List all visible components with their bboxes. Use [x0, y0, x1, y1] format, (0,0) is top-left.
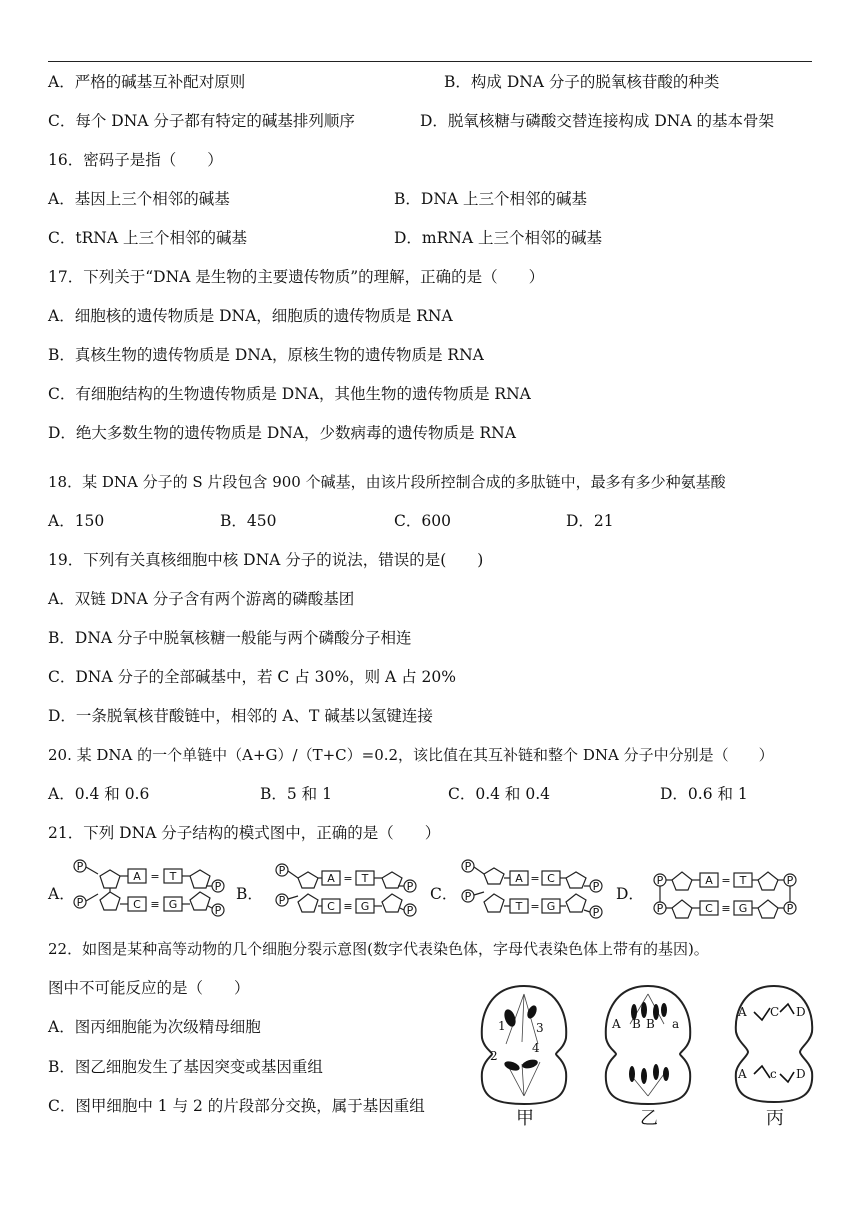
chromosome-number: 3 [536, 1021, 544, 1035]
gene-label: D [796, 1067, 806, 1081]
q18-option-c: C．600 [394, 512, 451, 530]
q15-option-b: B．构成 DNA 分子的脱氧核苷酸的种类 [444, 73, 720, 91]
q21-label-c: C． [430, 885, 458, 903]
base-label: C [705, 902, 713, 915]
phosphate-label: P [406, 904, 414, 917]
phosphate-label: P [76, 860, 84, 873]
q18-stem: 18．某 DNA 分子的 S 片段包含 900 个碱基，由该片段所控制合成的多肽链中，最多有多少种氨基酸 [48, 473, 726, 491]
phosphate-label: P [656, 874, 664, 887]
q22-option-b: B．图乙细胞发生了基因突变或基因重组 [48, 1058, 323, 1076]
phosphate-label: P [592, 880, 600, 893]
cell-caption: 乙 [640, 1108, 658, 1129]
hydrogen-bond: = [343, 872, 353, 885]
hydrogen-bond: = [530, 900, 540, 913]
header-rule [48, 61, 812, 62]
q18-option-b: B．450 [220, 512, 277, 530]
chromosome-number: 4 [532, 1041, 540, 1055]
q19-option-a: A．双链 DNA 分子含有两个游离的磷酸基团 [48, 590, 355, 608]
base-label: C [327, 900, 335, 913]
base-label: A [705, 874, 713, 887]
base-label: T [515, 900, 523, 913]
q20-option-a: A．0.4 和 0.6 [48, 785, 150, 803]
q17-option-a: A．细胞核的遗传物质是 DNA，细胞质的遗传物质是 RNA [48, 307, 453, 325]
gene-label: A [738, 1067, 747, 1081]
phosphate-label: P [592, 906, 600, 919]
gene-label: B [646, 1017, 655, 1031]
q15-option-a: A．严格的碱基互补配对原则 [48, 73, 246, 91]
q22-stem-line2: 图中不可能反应的是（ ） [48, 979, 250, 997]
q22-option-c: C．图甲细胞中 1 与 2 的片段部分交换，属于基因重组 [48, 1097, 425, 1115]
hydrogen-bond: ≡ [721, 902, 731, 915]
q22-option-a: A．图丙细胞能为次级精母细胞 [48, 1018, 261, 1036]
base-label: G [168, 898, 178, 911]
cell-jia [476, 982, 572, 1130]
q20-option-b: B．5 和 1 [260, 785, 332, 803]
q17-stem: 17．下列关于“DNA 是生物的主要遗传物质”的理解，正确的是（ ） [48, 268, 545, 286]
phosphate-label: P [464, 860, 472, 873]
gene-label: B [632, 1017, 641, 1031]
q20-option-c: C．0.4 和 0.4 [448, 785, 551, 803]
q19-option-d: D．一条脱氧核苷酸链中，相邻的 A、T 碱基以氢键连接 [48, 707, 433, 725]
cell-caption: 丙 [766, 1108, 784, 1129]
base-label: T [361, 872, 369, 885]
q18-option-a: A．150 [48, 512, 105, 530]
phosphate-label: P [214, 904, 222, 917]
phosphate-label: P [406, 880, 414, 893]
phosphate-label: P [786, 902, 794, 915]
dna-model-b [262, 856, 422, 924]
q20-option-d: D．0.6 和 1 [660, 785, 748, 803]
base-label: A [133, 870, 141, 883]
q15-option-d: D．脱氧核糖与磷酸交替连接构成 DNA 的基本骨架 [420, 112, 774, 130]
cell-bing [726, 982, 822, 1130]
q17-option-c: C．有细胞结构的生物遗传物质是 DNA，其他生物的遗传物质是 RNA [48, 385, 531, 403]
q16-option-a: A．基因上三个相邻的碱基 [48, 190, 230, 208]
dna-model-c [456, 852, 616, 924]
q19-option-b: B．DNA 分子中脱氧核糖一般能与两个磷酸分子相连 [48, 629, 412, 647]
hydrogen-bond: ≡ [150, 898, 160, 911]
q17-option-b: B．真核生物的遗传物质是 DNA，原核生物的遗传物质是 RNA [48, 346, 484, 364]
hydrogen-bond: = [150, 870, 160, 883]
hydrogen-bond: = [530, 872, 540, 885]
chromosome-number: 1 [498, 1019, 506, 1033]
hydrogen-bond: = [721, 874, 731, 887]
phosphate-label: P [76, 896, 84, 909]
base-label: T [739, 874, 747, 887]
phosphate-label: P [656, 902, 664, 915]
q21-label-a: A． [48, 885, 75, 903]
cell-caption: 甲 [516, 1108, 534, 1129]
hydrogen-bond: ≡ [343, 900, 353, 913]
gene-label: D [796, 1005, 806, 1019]
q16-stem: 16．密码子是指（ ） [48, 151, 223, 169]
gene-label: C [770, 1005, 780, 1019]
q21-label-b: B． [236, 885, 263, 903]
phosphate-label: P [278, 894, 286, 907]
q18-option-d: D．21 [566, 512, 614, 530]
phosphate-label: P [464, 890, 472, 903]
base-label: C [547, 872, 555, 885]
q22-stem-line1: 22．如图是某种高等动物的几个细胞分裂示意图(数字代表染色体，字母代表染色体上带有的基因)。 [48, 940, 709, 958]
q16-option-d: D．mRNA 上三个相邻的碱基 [394, 229, 602, 247]
gene-label: c [770, 1067, 777, 1081]
base-label: C [133, 898, 141, 911]
chromosome-number: 2 [490, 1049, 498, 1063]
q15-option-c: C．每个 DNA 分子都有特定的碱基排列顺序 [48, 112, 355, 130]
cell-yi [600, 982, 696, 1130]
q19-stem: 19．下列有关真核细胞中核 DNA 分子的说法，错误的是( ) [48, 551, 484, 569]
q16-option-b: B．DNA 上三个相邻的碱基 [394, 190, 588, 208]
phosphate-label: P [278, 864, 286, 877]
base-label: A [515, 872, 523, 885]
base-label: G [360, 900, 370, 913]
phosphate-label: P [786, 874, 794, 887]
base-label: G [546, 900, 556, 913]
q20-stem: 20. 某 DNA 的一个单链中（A+G）/（T+C）=0.2，该比值在其互补链和整个 DNA 分子中分别是（ ） [48, 746, 774, 764]
q21-stem: 21．下列 DNA 分子结构的模式图中，正确的是（ ） [48, 824, 441, 842]
gene-label: a [672, 1017, 680, 1031]
dna-model-d [648, 862, 808, 924]
phosphate-label: P [214, 880, 222, 893]
base-label: T [169, 870, 177, 883]
base-label: G [738, 902, 748, 915]
q21-label-d: D． [616, 885, 644, 903]
q17-option-d: D．绝大多数生物的遗传物质是 DNA，少数病毒的遗传物质是 RNA [48, 424, 516, 442]
gene-label: A [738, 1005, 747, 1019]
q16-option-c: C．tRNA 上三个相邻的碱基 [48, 229, 247, 247]
gene-label: A [612, 1017, 621, 1031]
base-label: A [327, 872, 335, 885]
dna-model-a [70, 856, 230, 924]
q19-option-c: C．DNA 分子的全部碱基中，若 C 占 30%，则 A 占 20% [48, 668, 456, 686]
